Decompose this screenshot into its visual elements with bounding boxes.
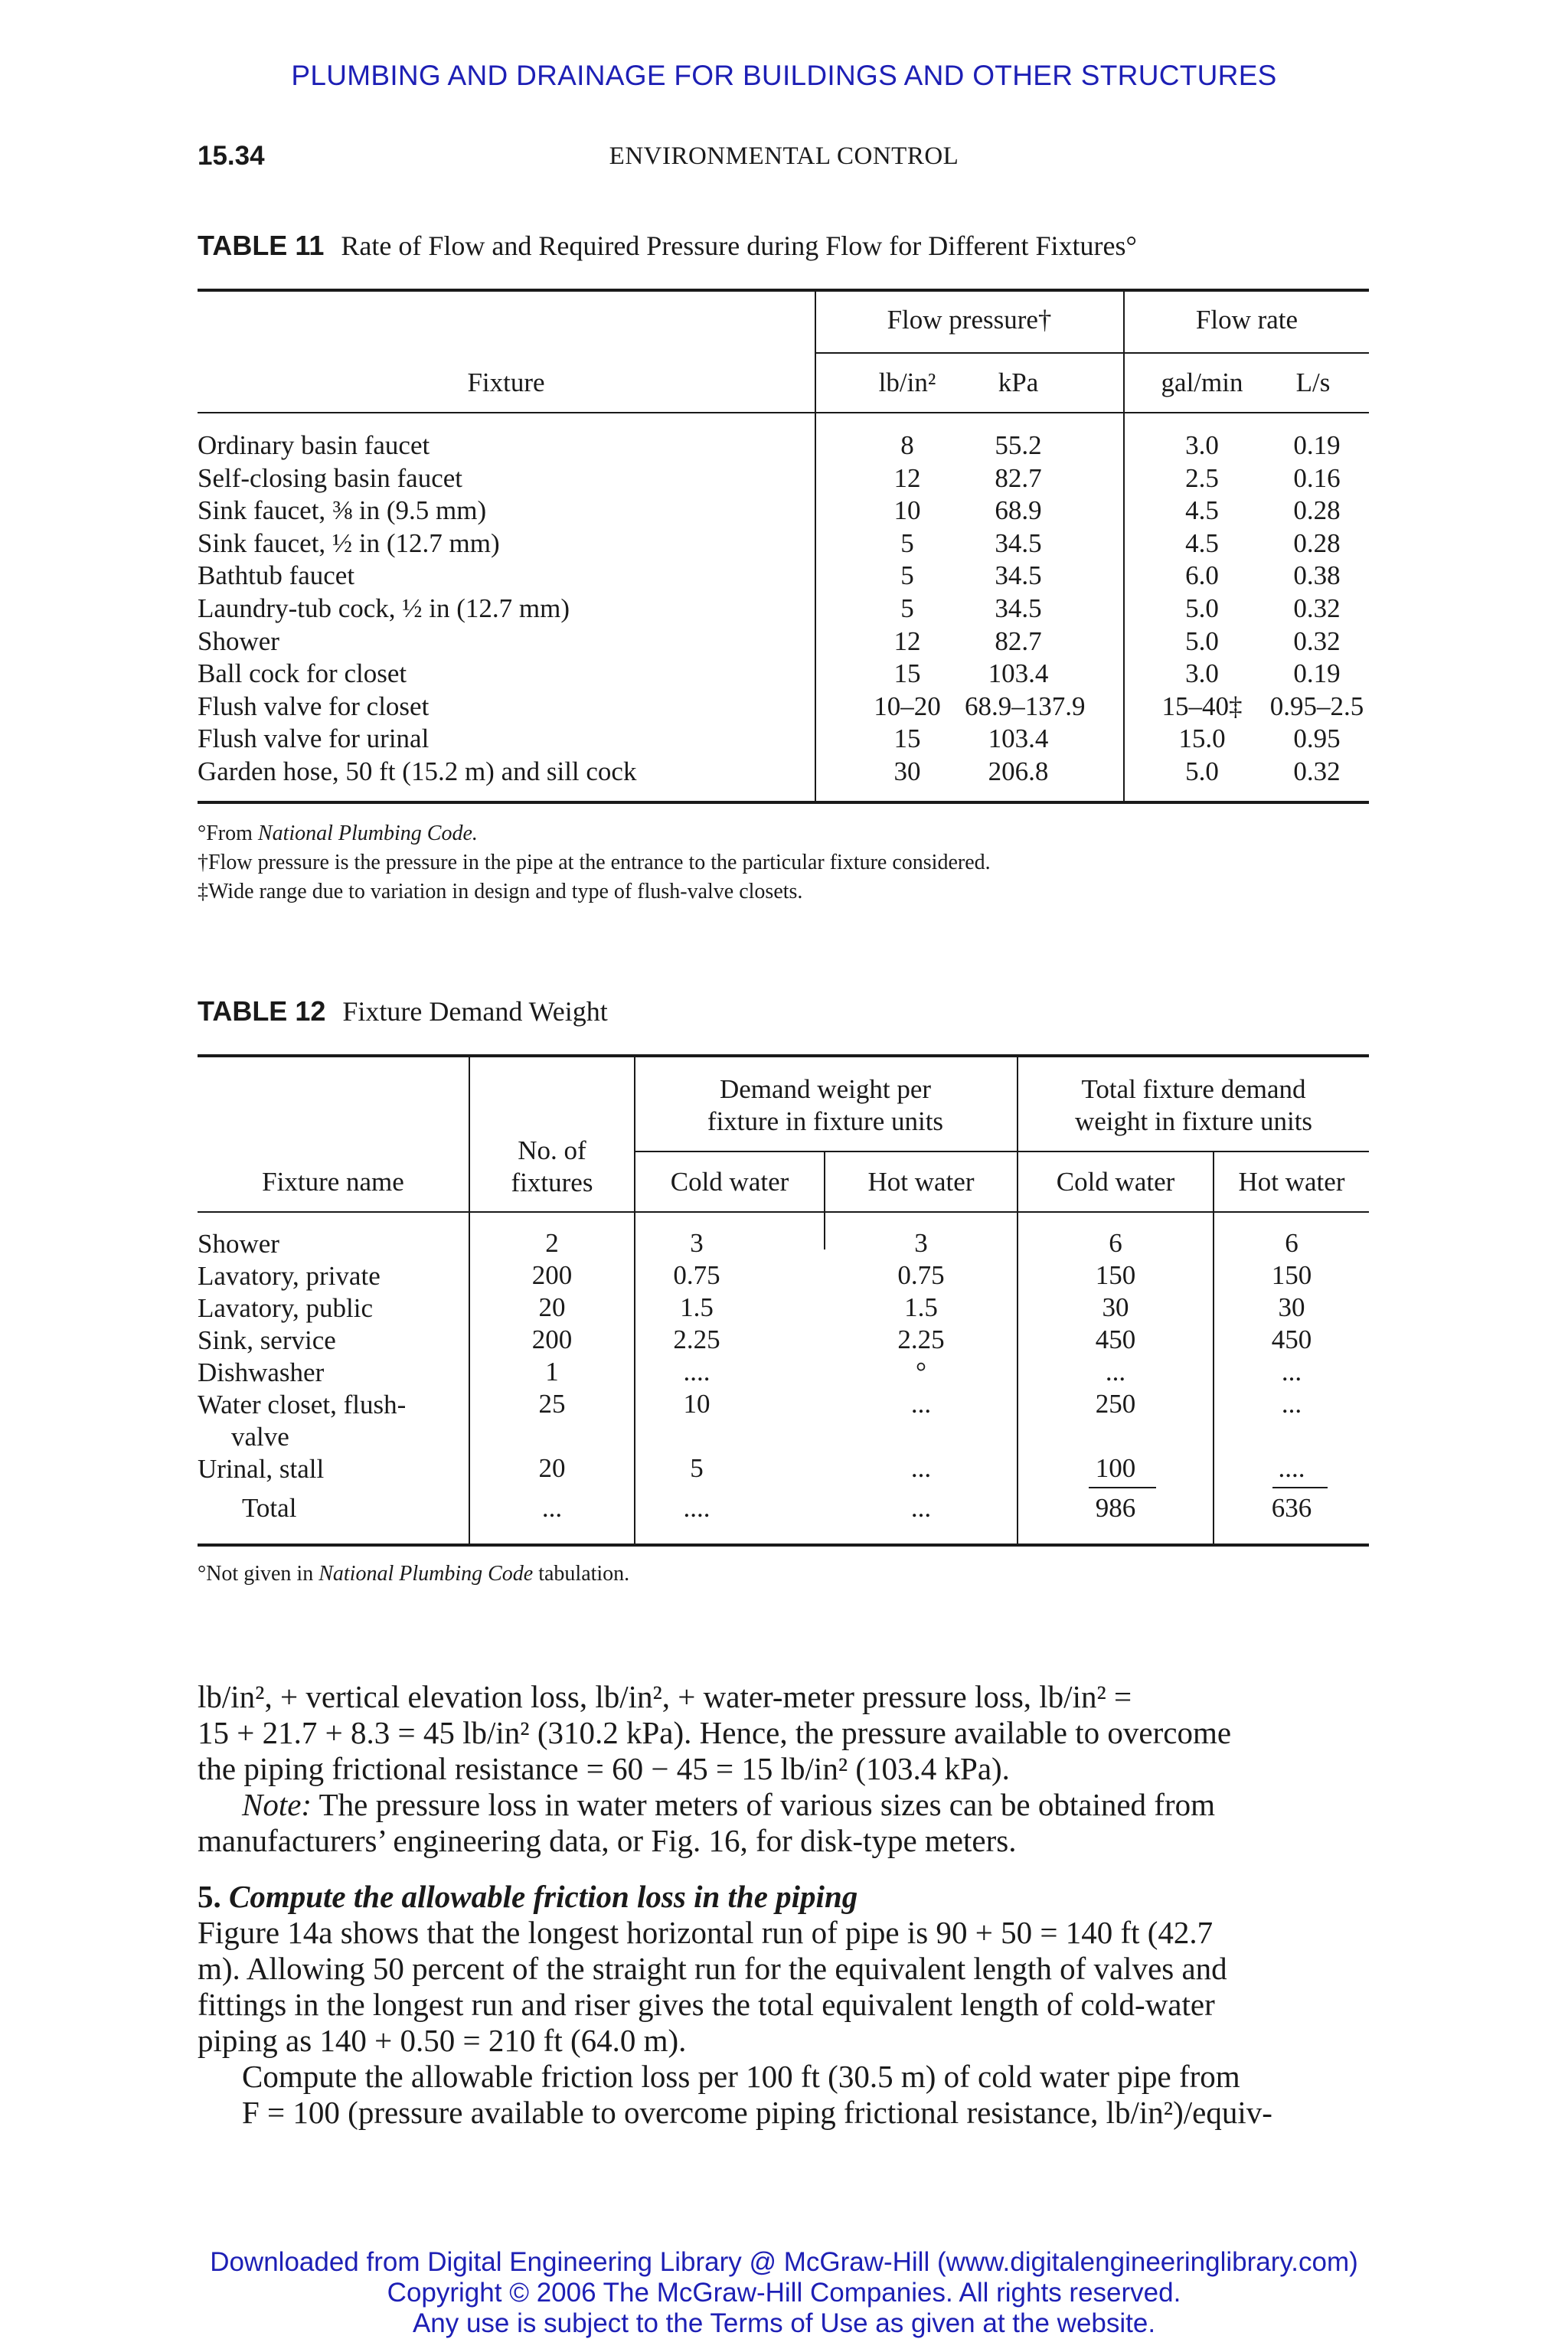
table11-cell-kpa: 68.9 xyxy=(995,495,1042,525)
table12-total-count: ... xyxy=(541,1493,563,1523)
table11-unit-gpm: gal/min xyxy=(1161,368,1243,397)
table12-header-rule xyxy=(198,1211,1369,1213)
table12-cell-name: Sink, service xyxy=(198,1325,336,1355)
table12-cell-thot: .... xyxy=(1278,1453,1305,1483)
table12-bottom-rule xyxy=(198,1544,1369,1547)
step-number: 5. xyxy=(198,1879,221,1914)
table12-title: Fixture Demand Weight xyxy=(342,996,608,1027)
table12-total-dhot: ... xyxy=(910,1493,932,1523)
table11-cell-fixture: Flush valve for closet xyxy=(198,691,430,721)
table11-cell-fixture: Ordinary basin faucet xyxy=(198,430,430,460)
table12-total-dcold: .... xyxy=(683,1493,710,1523)
paragraph-note-line2: manufacturers’ engineering data, or Fig. 16, for disk-type meters. xyxy=(198,1823,1017,1858)
text-line: lb/in², + vertical elevation loss, lb/in², + water-meter pressure loss, lb/in² = xyxy=(198,1679,1132,1714)
table11-cell-kpa: 82.7 xyxy=(995,626,1042,656)
table11-cell-kpa: 34.5 xyxy=(995,560,1042,590)
paragraph-pressure xyxy=(198,1679,1369,1787)
table11-cell-fixture: Laundry-tub cock, ½ in (12.7 mm) xyxy=(198,593,570,623)
table11-footnote: †Flow pressure is the pressure in the pipe at the entrance to the particular fixture considered. xyxy=(198,851,991,874)
table12-cell-thot: 6 xyxy=(1285,1228,1298,1258)
table12-cell-dcold: 10 xyxy=(683,1389,710,1419)
table12-sub-total-hot: Hot water xyxy=(1238,1167,1345,1197)
table11-cell-gpm: 4.5 xyxy=(1185,528,1219,558)
step-heading xyxy=(198,1879,1369,1915)
table11-divider-2 xyxy=(1123,291,1125,802)
table11-cell-psi: 8 xyxy=(900,430,914,460)
table11-cell-ls: 0.32 xyxy=(1293,756,1341,786)
table12-count-header: No. of fixtures xyxy=(511,1135,593,1197)
table11-cell-kpa: 103.4 xyxy=(988,724,1049,753)
table11-cell-gpm: 15–40‡ xyxy=(1161,691,1243,721)
table11-cell-ls: 0.32 xyxy=(1293,593,1341,623)
table12-cell-thot: ... xyxy=(1281,1357,1302,1387)
table12-cell-dhot: 0.75 xyxy=(897,1260,945,1290)
table11-cell-ls: 0.19 xyxy=(1293,430,1341,460)
table12-top-rule xyxy=(198,1054,1369,1057)
table11-footnote: ‡Wide range due to variation in design and type of flush-valve closets. xyxy=(198,880,803,903)
text-line: piping as 140 + 0.50 = 210 ft (64.0 m). xyxy=(198,2023,687,2058)
text-line: 15 + 21.7 + 8.3 = 45 lb/in² (310.2 kPa). Hence, the pressure available to overcome xyxy=(198,1715,1232,1750)
table12-cell-dhot: 2.25 xyxy=(897,1325,945,1354)
table12-total-tcold: 986 xyxy=(1095,1493,1136,1523)
table11-fixture-header: Fixture xyxy=(467,368,545,397)
table11-bottom-rule xyxy=(198,801,1369,804)
table12-cell-dcold: 0.75 xyxy=(673,1260,720,1290)
table11-title: Rate of Flow and Required Pressure during Flow for Different Fixtures° xyxy=(341,230,1137,261)
body-text xyxy=(198,1679,1369,2131)
page-number: 15.34 xyxy=(198,141,265,171)
table12-cell-tcold: 6 xyxy=(1109,1228,1122,1258)
table11-cell-psi: 12 xyxy=(893,626,921,656)
table11-cell-kpa: 34.5 xyxy=(995,593,1042,623)
table12-cell-tcold: 250 xyxy=(1095,1389,1136,1419)
table11-cell-kpa: 55.2 xyxy=(995,430,1042,460)
table11-cell-gpm: 5.0 xyxy=(1185,593,1219,623)
footer-line-1: Downloaded from Digital Engineering Library @ McGraw-Hill (www.digitalengineeringlibrary.com) xyxy=(210,2247,1358,2277)
table11-unit-kpa: kPa xyxy=(998,368,1039,397)
table11-cell-psi: 30 xyxy=(893,756,921,786)
table12-cell-dcold: .... xyxy=(683,1357,710,1387)
source-banner: PLUMBING AND DRAINAGE FOR BUILDINGS AND OTHER STRUCTURES xyxy=(291,60,1277,91)
table11-cell-fixture: Sink faucet, ½ in (12.7 mm) xyxy=(198,528,500,558)
table12-cell-thot: 150 xyxy=(1271,1260,1312,1290)
table12-cell-tcold: 150 xyxy=(1095,1260,1136,1290)
table12-sub-demand-cold: Cold water xyxy=(670,1167,789,1197)
table12-cell-dcold: 5 xyxy=(690,1453,704,1483)
table12-sum-rule-cold xyxy=(1089,1487,1156,1488)
table11-group-rule xyxy=(815,352,1369,354)
text-line: F = 100 (pressure available to overcome piping frictional resistance, lb/in²)/equiv- xyxy=(242,2095,1272,2130)
table12-caption xyxy=(198,995,608,1027)
table11-label: TABLE 11 xyxy=(198,230,325,261)
table12-cell-thot: 450 xyxy=(1271,1325,1312,1354)
table11-cell-gpm: 2.5 xyxy=(1185,463,1219,493)
table12-cell-dcold: 3 xyxy=(690,1228,704,1258)
table11-cell-gpm: 4.5 xyxy=(1185,495,1219,525)
table12-cell-dhot: 3 xyxy=(914,1228,928,1258)
table11-cell-ls: 0.28 xyxy=(1293,495,1341,525)
table12-cell-count: 2 xyxy=(545,1228,559,1258)
table12-cell-name: Shower xyxy=(198,1229,279,1259)
table11-cell-gpm: 6.0 xyxy=(1185,560,1219,590)
text-line: Figure 14a shows that the longest horizontal run of pipe is 90 + 50 = 140 ft (42.7 xyxy=(198,1915,1214,1950)
table12-cell-name: Lavatory, private xyxy=(198,1261,381,1291)
table11-cell-ls: 0.28 xyxy=(1293,528,1341,558)
text-line: fittings in the longest run and riser gives the total equivalent length of cold-water xyxy=(198,1987,1215,2022)
table12-sub-total-cold: Cold water xyxy=(1056,1167,1175,1197)
table11-caption xyxy=(198,230,1137,262)
table12-cell-name: Urinal, stall xyxy=(198,1454,325,1484)
table12-cell-count: 200 xyxy=(531,1325,573,1354)
table11-cell-psi: 5 xyxy=(900,593,914,623)
table12-cell-dcold: 1.5 xyxy=(680,1292,714,1322)
table11-cell-gpm: 3.0 xyxy=(1185,658,1219,688)
table11-cell-ls: 0.95 xyxy=(1293,724,1341,753)
table11-header-rule xyxy=(198,412,1369,413)
table12-cell-name: Dishwasher xyxy=(198,1357,325,1387)
table11-cell-gpm: 5.0 xyxy=(1185,756,1219,786)
table11-footnote: °From National Plumbing Code. xyxy=(198,822,478,845)
table12-cell-count: 1 xyxy=(545,1357,559,1387)
table12-cell-count: 25 xyxy=(538,1389,566,1419)
table11-cell-psi: 10–20 xyxy=(874,691,941,721)
table11-cell-psi: 15 xyxy=(893,658,921,688)
table12-cell-dhot: ... xyxy=(910,1389,932,1419)
table11-cell-ls: 0.32 xyxy=(1293,626,1341,656)
table12-total-thot: 636 xyxy=(1271,1493,1312,1523)
table11-cell-fixture: Shower xyxy=(198,626,279,656)
table11-cell-kpa: 68.9–137.9 xyxy=(965,691,1086,721)
table11-cell-psi: 15 xyxy=(893,724,921,753)
table12-fixture-header: Fixture name xyxy=(262,1167,404,1197)
table11-cell-fixture: Self-closing basin faucet xyxy=(198,463,463,493)
table12-cell-count: 20 xyxy=(538,1453,566,1483)
table12-cell-thot: ... xyxy=(1281,1389,1302,1419)
table12-cell-count: 20 xyxy=(538,1292,566,1322)
table11-cell-kpa: 103.4 xyxy=(988,658,1049,688)
step-title: Compute the allowable friction loss in the piping xyxy=(229,1879,858,1914)
table12-cell-dcold: 2.25 xyxy=(673,1325,720,1354)
table12-group-demand: Demand weight per fixture in fixture units xyxy=(707,1074,944,1136)
table11-cell-ls: 0.95–2.5 xyxy=(1269,691,1364,721)
table12-cell-tcold: 450 xyxy=(1095,1325,1136,1354)
table12-cell-dhot: 1.5 xyxy=(904,1292,938,1322)
table12-cell-tcold: 30 xyxy=(1102,1292,1129,1322)
table11-top-rule xyxy=(198,289,1369,292)
table11-cell-kpa: 82.7 xyxy=(995,463,1042,493)
table12-cell-tcold: ... xyxy=(1105,1357,1126,1387)
footer-line-3: Any use is subject to the Terms of Use as given at the website. xyxy=(412,2308,1156,2338)
table11-cell-fixture: Ball cock for closet xyxy=(198,658,407,688)
table11-cell-ls: 0.16 xyxy=(1293,463,1341,493)
table11-cell-psi: 5 xyxy=(900,560,914,590)
table12-cell-dhot: ... xyxy=(910,1453,932,1483)
table12-cell-count: 200 xyxy=(531,1260,573,1290)
table11-cell-fixture: Garden hose, 50 ft (15.2 m) and sill cock xyxy=(198,756,637,786)
text-line: m). Allowing 50 percent of the straight run for the equivalent length of valves and xyxy=(198,1951,1227,1986)
paragraph-note: Note: The pressure loss in water meters of various sizes can be obtained from xyxy=(242,1787,1216,1822)
table12-cell-dhot: ° xyxy=(916,1357,926,1387)
table12-group-total: Total fixture demand weight in fixture units xyxy=(1074,1074,1313,1136)
paragraph-allowable xyxy=(198,2059,1369,2131)
table11-footnotes xyxy=(198,819,991,906)
table11-cell-gpm: 3.0 xyxy=(1185,430,1219,460)
table12-label: TABLE 12 xyxy=(198,995,326,1027)
table11-cell-kpa: 206.8 xyxy=(988,756,1049,786)
table11-cell-ls: 0.38 xyxy=(1293,560,1341,590)
text-line: the piping frictional resistance = 60 − 45 = 15 lb/in² (103.4 kPa). xyxy=(198,1751,1010,1786)
download-footer xyxy=(0,2247,1568,2339)
table12-cell-thot: 30 xyxy=(1278,1292,1305,1322)
table11-cell-psi: 5 xyxy=(900,528,914,558)
table11-cell-gpm: 15.0 xyxy=(1178,724,1226,753)
table11-group-flow-pressure: Flow pressure† xyxy=(887,305,1052,335)
table11-cell-psi: 10 xyxy=(893,495,921,525)
table11-cell-fixture: Bathtub faucet xyxy=(198,560,355,590)
footer-line-2: Copyright © 2006 The McGraw-Hill Companies. All rights reserved. xyxy=(387,2278,1181,2308)
table12-total-label: Total xyxy=(242,1493,297,1523)
table11-cell-ls: 0.19 xyxy=(1293,658,1341,688)
table11-cell-kpa: 34.5 xyxy=(995,528,1042,558)
table11-unit-ls: L/s xyxy=(1295,368,1331,397)
table12-group-rule xyxy=(634,1151,1369,1152)
table12-sum-rule-hot xyxy=(1272,1487,1328,1488)
table12-cell-tcold: 100 xyxy=(1095,1453,1136,1483)
table12-cell-name: Water closet, flush- valve xyxy=(198,1390,407,1452)
table11-cell-fixture: Flush valve for urinal xyxy=(198,724,430,753)
table12-cell-name: Lavatory, public xyxy=(198,1293,374,1323)
running-head: ENVIRONMENTAL CONTROL xyxy=(609,142,959,170)
table11-group-flow-rate: Flow rate xyxy=(1195,305,1298,335)
table11-cell-fixture: Sink faucet, ⅜ in (9.5 mm) xyxy=(198,495,487,525)
table11-unit-psi: lb/in² xyxy=(878,368,936,397)
table12-sub-demand-hot: Hot water xyxy=(867,1167,975,1197)
table11-footnote-list xyxy=(198,819,991,906)
table12-footnote: °Not given in National Plumbing Code tabulation. xyxy=(198,1562,630,1586)
text-line: Compute the allowable friction loss per 100 ft (30.5 m) of cold water pipe from xyxy=(242,2059,1240,2094)
table11-divider-1 xyxy=(815,291,816,802)
paragraph-friction xyxy=(198,1915,1369,2059)
table11-cell-gpm: 5.0 xyxy=(1185,626,1219,656)
table11-cell-psi: 12 xyxy=(893,463,921,493)
